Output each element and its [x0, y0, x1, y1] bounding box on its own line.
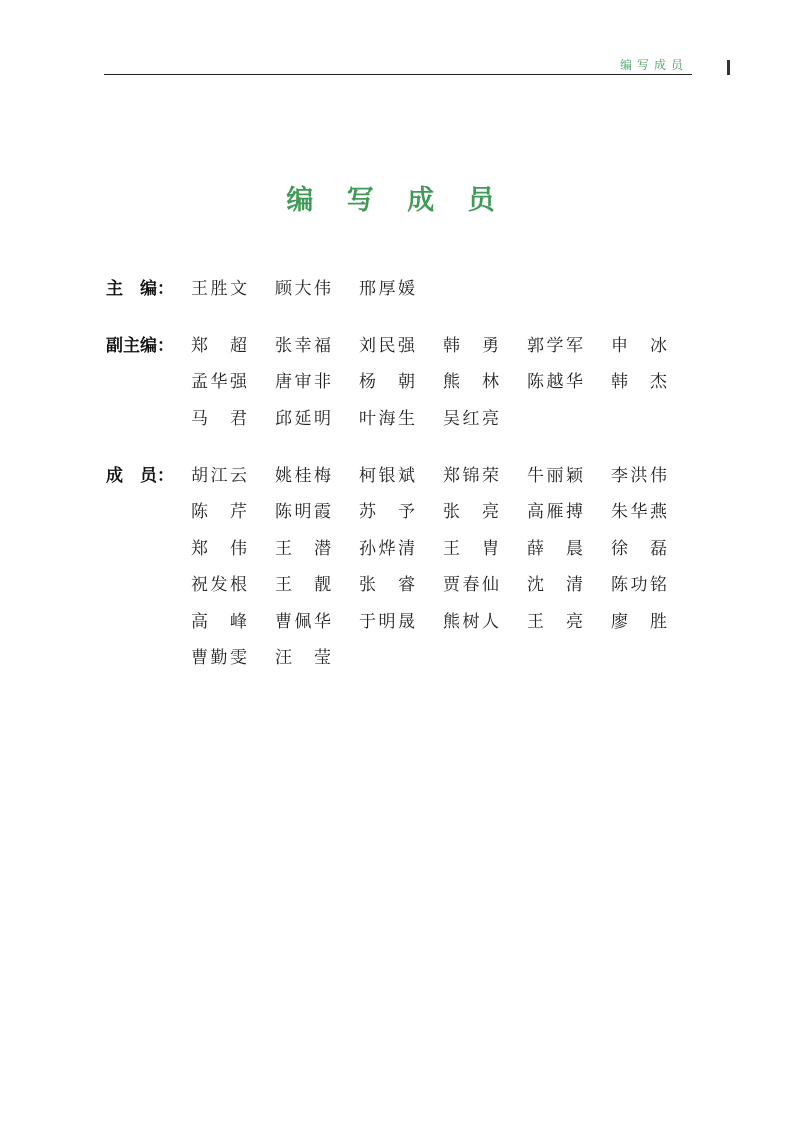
- member-name: 姚桂梅: [275, 466, 331, 486]
- member-name: 郑锦荣: [443, 466, 499, 486]
- member-name: 苏 予: [359, 502, 415, 523]
- member-name: 王 胄: [443, 538, 499, 559]
- member-name: 陈功铭: [611, 575, 667, 596]
- member-name: 叶海生: [359, 408, 415, 429]
- member-name: 沈 清: [527, 575, 583, 596]
- role-label: 副主编：: [106, 336, 174, 356]
- member-name: 马 君: [191, 408, 247, 429]
- role-label: 主 编：: [106, 279, 174, 299]
- member-name: 邢厚媛: [359, 279, 415, 299]
- member-name: 王 亮: [527, 611, 583, 632]
- member-name: 牛丽颖: [527, 466, 583, 486]
- member-name: 王 靓: [275, 575, 331, 596]
- name-grid: [191, 458, 691, 676]
- member-name: 李洪伟: [611, 466, 667, 486]
- member-name: 顾大伟: [275, 279, 331, 299]
- member-name: 郑 超: [191, 336, 247, 356]
- member-name: 申 冰: [611, 336, 667, 356]
- member-name: 孙烨清: [359, 538, 415, 559]
- member-name: 邱延明: [275, 408, 331, 429]
- role-label: 成 员：: [106, 466, 174, 486]
- member-name: 郭学军: [527, 336, 583, 356]
- member-name: 王 潜: [275, 538, 331, 559]
- member-name: 熊 林: [443, 372, 499, 393]
- member-name: 汪 莹: [275, 647, 331, 668]
- member-name: 胡江云: [191, 466, 247, 486]
- member-name: 贾春仙: [443, 575, 499, 596]
- running-header-title: 编写成员: [619, 58, 688, 72]
- member-name: 高 峰: [191, 611, 247, 632]
- member-name: 韩 勇: [443, 336, 499, 356]
- member-name: 熊树人: [443, 611, 499, 632]
- member-name: 孟华强: [191, 372, 247, 393]
- member-name: 吴红亮: [443, 408, 499, 429]
- name-grid: [191, 328, 691, 437]
- page-title: 编 写 成 员: [286, 185, 507, 216]
- member-name: 廖 胜: [611, 611, 667, 632]
- member-name: 朱华燕: [611, 502, 667, 523]
- name-grid: [191, 271, 691, 307]
- member-name: 于明晟: [359, 611, 415, 632]
- member-name: 郑 伟: [191, 538, 247, 559]
- member-name: 柯银斌: [359, 466, 415, 486]
- member-name: 刘民强: [359, 336, 415, 356]
- member-name: 陈明霞: [275, 502, 331, 523]
- member-name: 曹勤雯: [191, 647, 247, 668]
- member-name: 陈越华: [527, 372, 583, 393]
- page-edge-mark: [727, 60, 730, 75]
- member-name: 曹佩华: [275, 611, 331, 632]
- running-header: [104, 56, 692, 75]
- member-name: 王胜文: [191, 279, 247, 299]
- member-name: 张 睿: [359, 575, 415, 596]
- member-name: 张 亮: [443, 502, 499, 523]
- member-name: 高雁搏: [527, 502, 583, 523]
- member-name: 薛 晨: [527, 538, 583, 559]
- member-name: 杨 朝: [359, 372, 415, 393]
- member-name: 韩 杰: [611, 372, 667, 393]
- member-name: 陈 芹: [191, 502, 247, 523]
- member-name: 徐 磊: [611, 538, 667, 559]
- member-name: 唐审非: [275, 372, 331, 393]
- member-name: 祝发根: [191, 575, 247, 596]
- member-name: 张幸福: [275, 336, 331, 356]
